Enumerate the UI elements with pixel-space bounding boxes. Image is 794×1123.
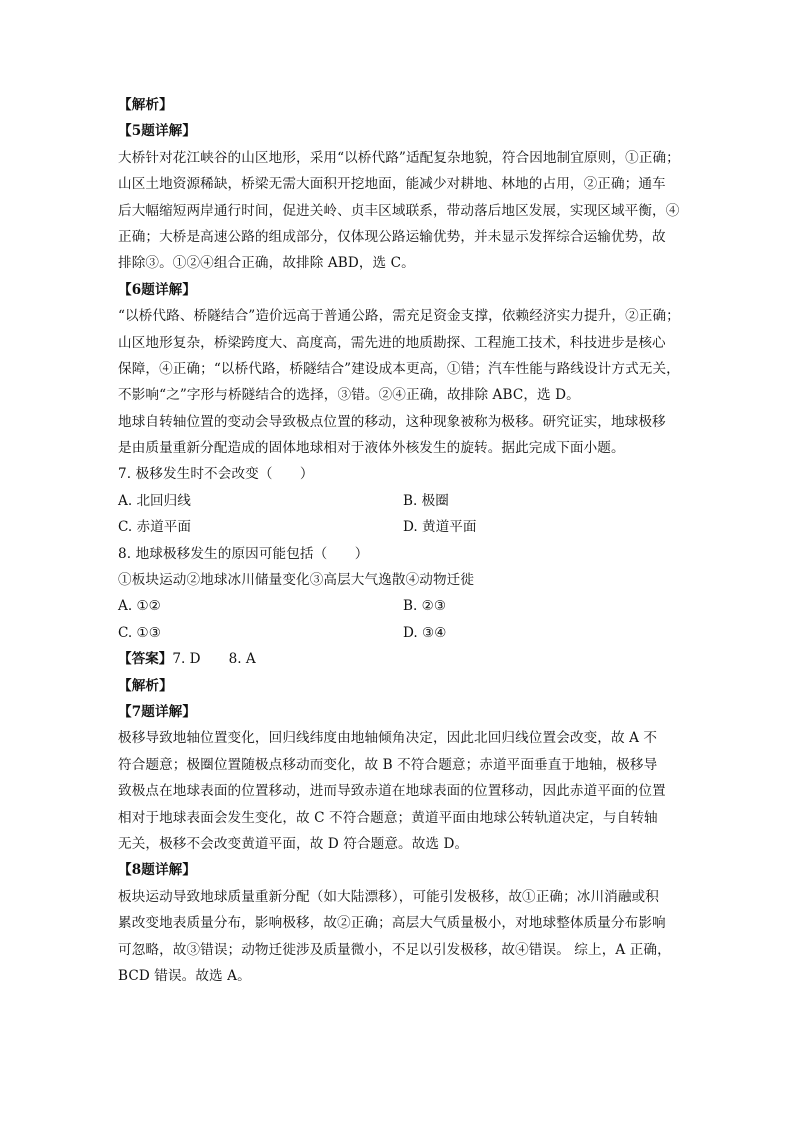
q5-text-line: 正确；大桥是高速公路的组成部分，仅体现公路运输优势，并未显示发挥综合运输优势，故	[118, 228, 666, 245]
answer-line	[118, 646, 684, 672]
q5-text-line: 后大幅缩短两岸通行时间，促进关岭、贞丰区域联系，带动落后地区发展，实现区域平衡，④	[118, 202, 680, 219]
answer-q8: 8. A	[228, 651, 256, 668]
q8-detail-heading: 【8题详解】	[118, 862, 197, 879]
document-page	[118, 92, 684, 989]
q7-text-line: 致极点在地球表面的位置移动，进而导致赤道在地球表面的位置移动，因此赤道平面的位置	[118, 783, 666, 800]
q7-text-line: 相对于地球表面会发生变化，故 C 不符合题意；黄道平面由地球公转轨道决定，与自转轴	[118, 809, 658, 826]
q7-option-a: A. 北回归线	[118, 492, 191, 509]
q5-text-line: 排除③。①②④组合正确，故排除 ABD，选 C。	[118, 255, 415, 272]
q6-explanation	[118, 303, 684, 409]
q8-option-b: B. ②③	[403, 598, 447, 615]
q5-text-line: 山区土地资源稀缺，桥梁无需大面积开挖地面，能减少对耕地、林地的占用，②正确；通车	[118, 176, 666, 193]
q7-option-c: C. 赤道平面	[118, 519, 191, 536]
q6-text-line: “以桥代路、桥隧结合”造价远高于普通公路，需充足资金支撑，依赖经济实力提升，②正确；	[118, 308, 680, 325]
intro-text-line: 是由质量重新分配造成的固体地球相对于液体外核发生的旋转。据此完成下面小题。	[118, 440, 625, 457]
q8-options-row	[118, 593, 684, 619]
analysis-heading: 【解析】	[118, 97, 173, 113]
q8-explanation	[118, 884, 684, 990]
q7-options-row	[118, 514, 684, 540]
q8-text-line: BCD 错误。故选 A。	[118, 967, 251, 984]
q7-text-line: 无关，极移不会改变黄道平面，故 D 符合题意。故选 D。	[118, 835, 469, 852]
q8-options-row	[118, 620, 684, 646]
q6-text-line: 不影响“之”字形与桥隧结合的选择，③错。②④正确，故排除 ABC，选 D。	[118, 387, 580, 404]
q8-items: ①板块运动②地球冰川储量变化③高层大气逸散④动物迁徙	[118, 572, 475, 589]
q8-option-a: A. ①②	[118, 598, 161, 615]
q5-detail-heading: 【5题详解】	[118, 123, 197, 140]
q7-stem: 7. 极移发生时不会改变（ ）	[118, 466, 314, 483]
answer-label: 【答案】	[118, 651, 173, 668]
passage-intro	[118, 409, 684, 462]
q8-text-line: 累改变地表质量分布，影响极移，故②正确；高层大气质量极小，对地球整体质量分布影响	[118, 915, 666, 932]
q7-option-d: D. 黄道平面	[403, 519, 477, 536]
q7-explanation	[118, 725, 684, 857]
q7-text-line: 符合题意；极圈位置随极点移动而变化，故 B 不符合题意；赤道平面垂直于地轴，极移导	[118, 756, 658, 773]
q7-option-b: B. 极圈	[403, 492, 449, 509]
q6-text-line: 山区地形复杂，桥梁跨度大、高度高，需先进的地质勘探、工程施工技术，科技进步是核心	[118, 334, 666, 351]
q6-detail-heading: 【6题详解】	[118, 281, 197, 298]
q8-text-line: 板块运动导致地球质量重新分配（如大陆漂移），可能引发极移，故①正确；冰川消融或积	[118, 888, 659, 905]
q6-text-line: 保障，④正确；“以桥代路，桥隧结合”建设成本更高，①错；汽车性能与路线设计方式无关，	[118, 360, 680, 377]
intro-text-line: 地球自转轴位置的变动会导致极点位置的移动，这种现象被称为极移。研究证实，地球极移	[118, 413, 666, 430]
q5-text-line: 大桥针对花江峡谷的山区地形，采用“以桥代路”适配复杂地貌，符合因地制宜原则，①正确；	[118, 149, 680, 166]
q7-detail-heading: 【7题详解】	[118, 703, 197, 720]
q5-explanation	[118, 145, 684, 277]
q8-text-line: 可忽略，故③错误；动物迁徙涉及质量微小，不足以引发极移，故④错误。 综上，A 正确，	[118, 941, 671, 958]
q8-option-d: D. ③④	[403, 624, 447, 641]
q7-options-row	[118, 488, 684, 514]
answer-q7: 7. D	[172, 651, 201, 668]
q8-option-c: C. ①③	[118, 624, 161, 641]
analysis-heading: 【解析】	[118, 677, 173, 694]
q7-text-line: 极移导致地轴位置变化，回归线纬度由地轴倾角决定，因此北回归线位置会改变，故 A 不	[118, 730, 658, 747]
q8-stem: 8. 地球极移发生的原因可能包括（ ）	[118, 545, 369, 562]
